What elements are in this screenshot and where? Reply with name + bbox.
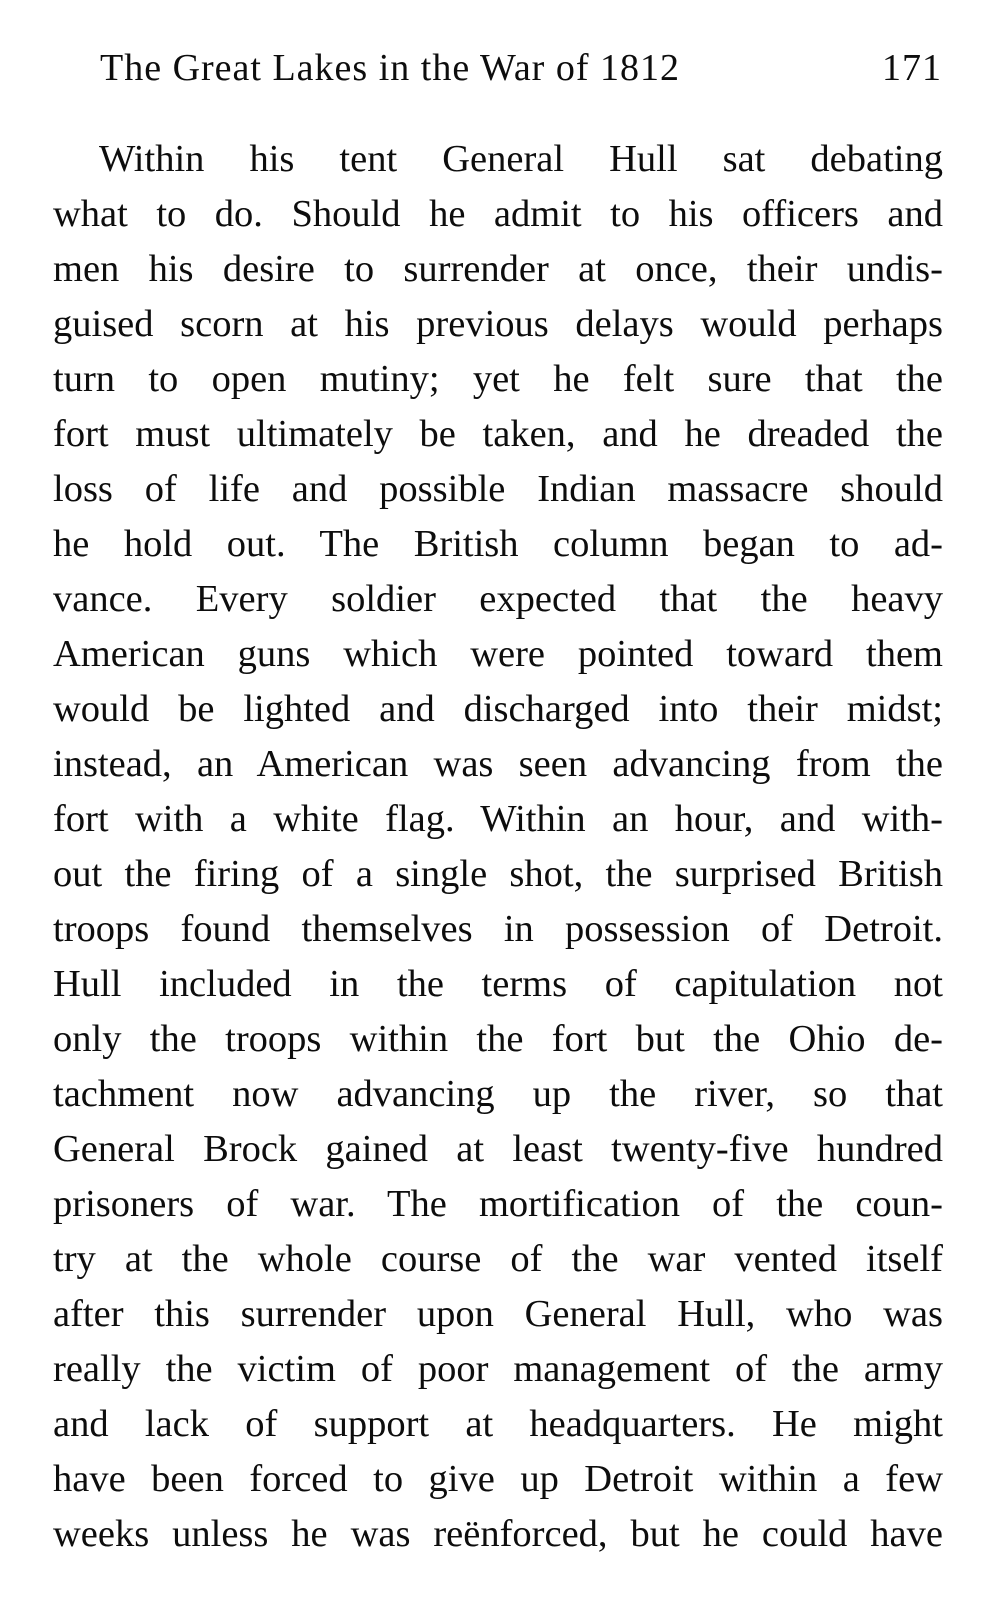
running-head xyxy=(100,46,942,96)
text-line: and lack of support at headquarters. He might xyxy=(53,1403,943,1445)
page-number: 171 xyxy=(882,47,942,89)
text-line: weeks unless he was reënforced, but he could have xyxy=(53,1513,943,1555)
text-line: fort with a white flag. Within an hour, and with- xyxy=(53,798,943,840)
text-line: instead, an American was seen advancing from the xyxy=(53,743,943,785)
text-line: what to do. Should he admit to his officers and xyxy=(53,193,943,235)
text-line: fort must ultimately be taken, and he dreaded the xyxy=(53,413,943,455)
text-line: men his desire to surrender at once, their undis- xyxy=(53,248,943,290)
text-line: vance. Every soldier expected that the heavy xyxy=(53,578,943,620)
text-line: General Brock gained at least twenty-five hundred xyxy=(53,1128,943,1170)
text-line: American guns which were pointed toward them xyxy=(53,633,943,675)
text-line: troops found themselves in possession of Detroit. xyxy=(53,908,943,950)
text-line: tachment now advancing up the river, so that xyxy=(53,1073,943,1115)
text-line: Hull included in the terms of capitulation not xyxy=(53,963,943,1005)
text-line: he hold out. The British column began to ad- xyxy=(53,523,943,565)
text-line: Within his tent General Hull sat debating xyxy=(99,138,943,180)
running-head-title: The Great Lakes in the War of 1812 xyxy=(100,47,680,89)
text-line: out the firing of a single shot, the surprised British xyxy=(53,853,943,895)
text-line: guised scorn at his previous delays would perhaps xyxy=(53,303,943,345)
text-line: have been forced to give up Detroit within a few xyxy=(53,1458,943,1500)
body-paragraph xyxy=(53,132,943,1562)
text-line: loss of life and possible Indian massacre should xyxy=(53,468,943,510)
text-line: really the victim of poor management of the army xyxy=(53,1348,943,1390)
text-line: only the troops within the fort but the Ohio de- xyxy=(53,1018,943,1060)
text-line: would be lighted and discharged into their midst; xyxy=(53,688,943,730)
text-line: turn to open mutiny; yet he felt sure that the xyxy=(53,358,943,400)
text-line: prisoners of war. The mortification of the coun- xyxy=(53,1183,943,1225)
text-line: after this surrender upon General Hull, who was xyxy=(53,1293,943,1335)
text-line: try at the whole course of the war vented itself xyxy=(53,1238,943,1280)
